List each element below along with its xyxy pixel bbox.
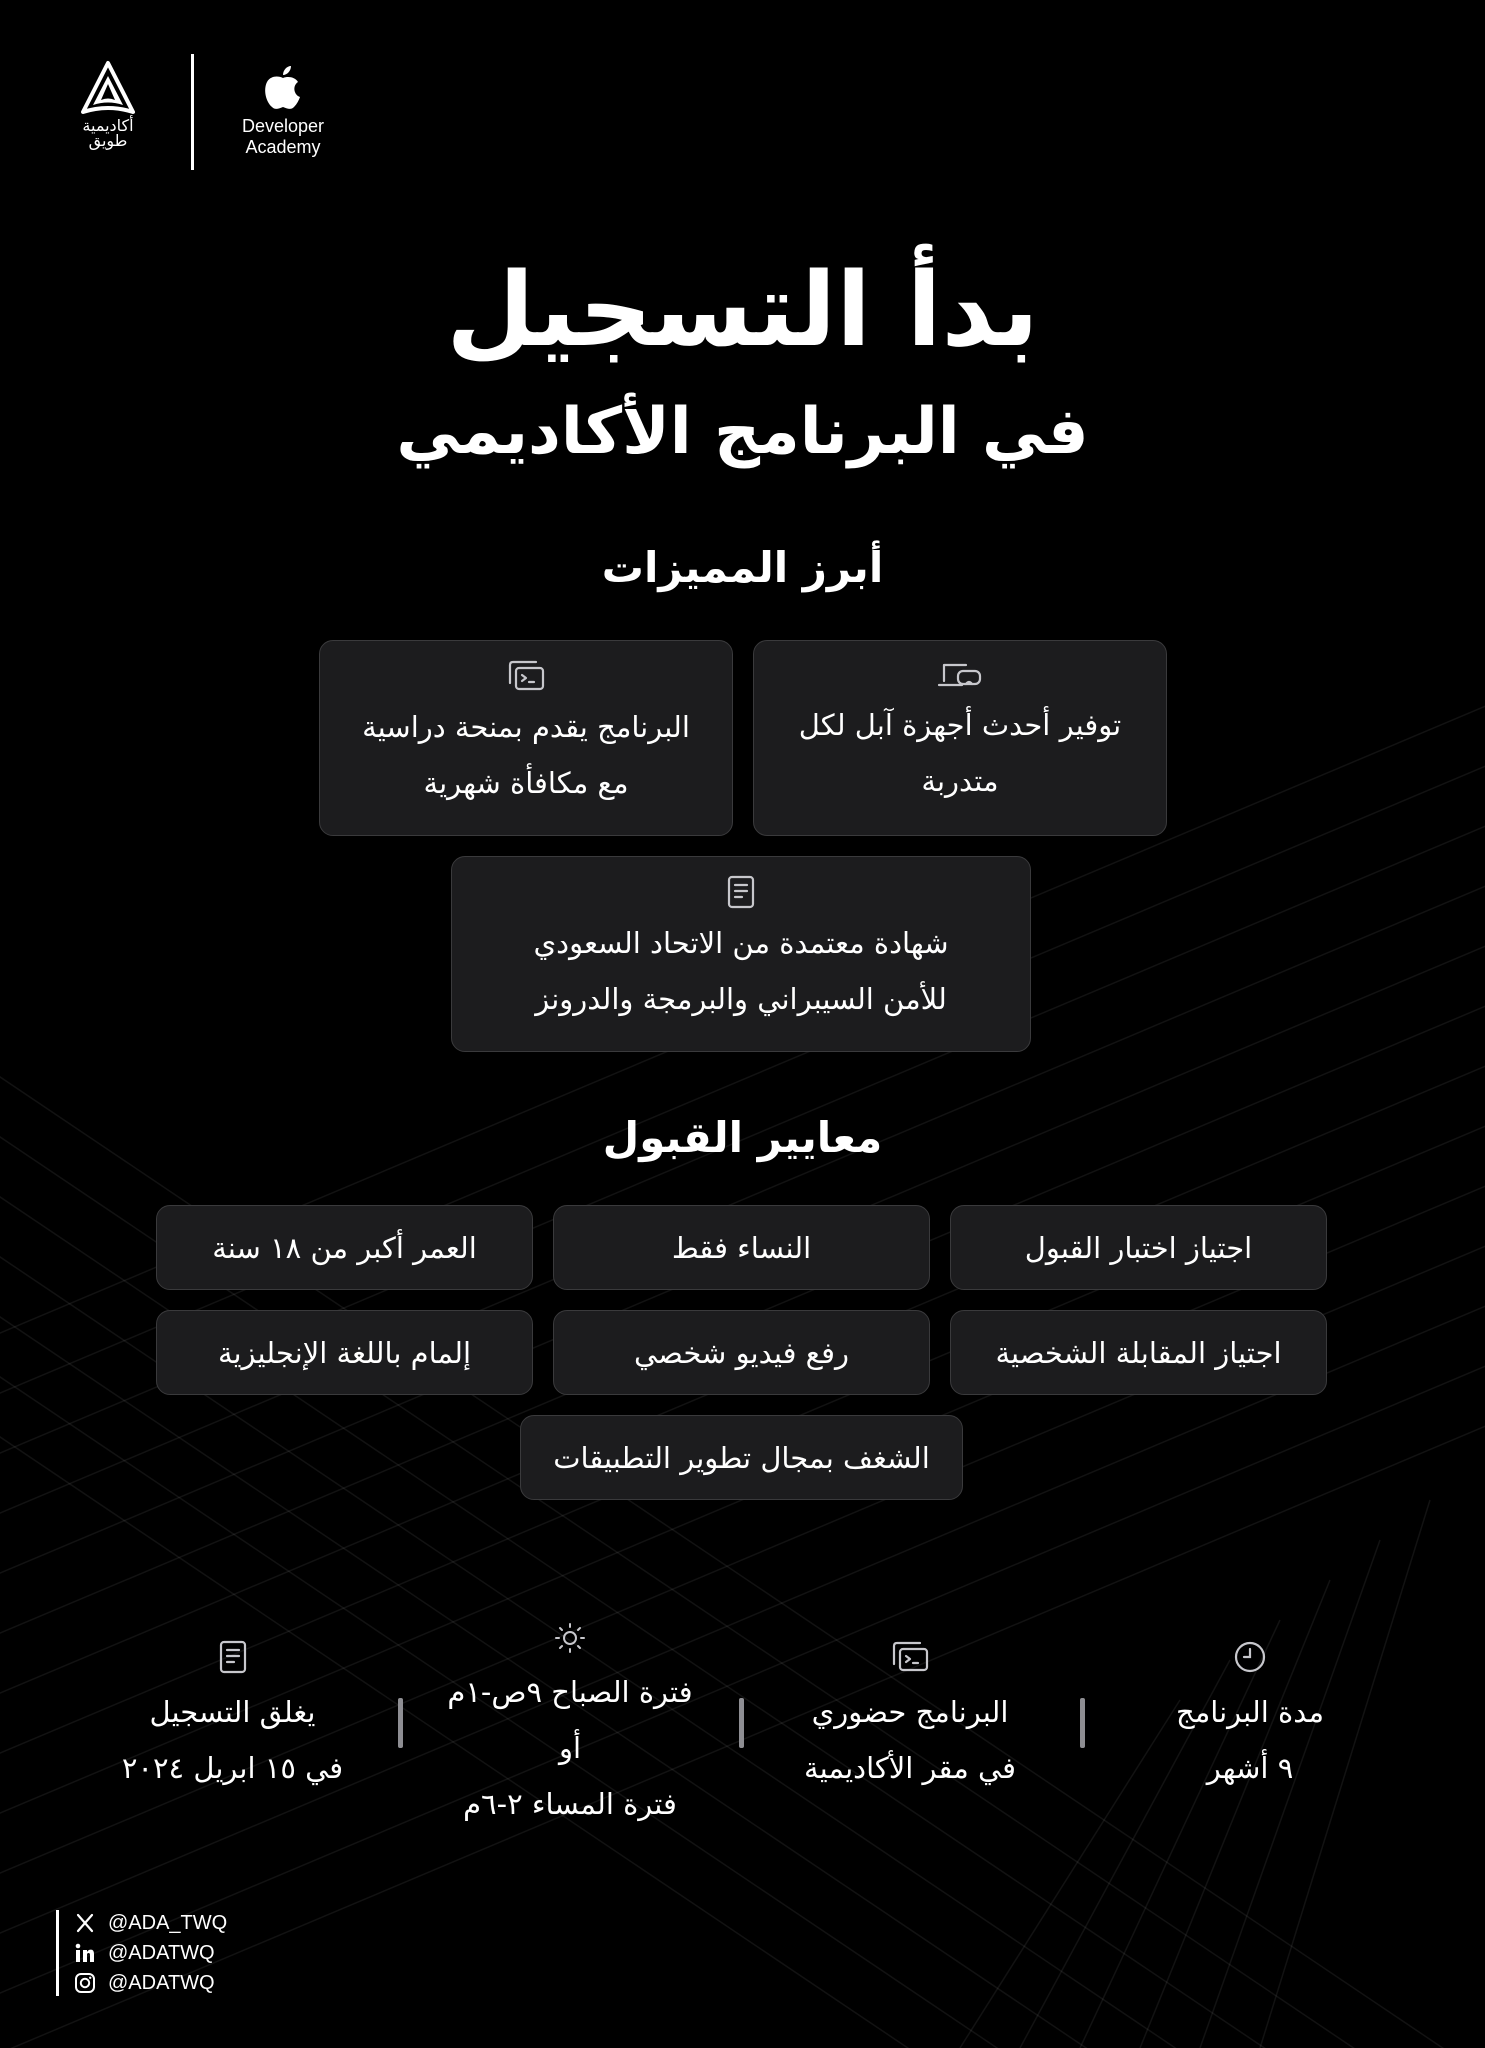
tuwaiq-emblem-icon: [79, 60, 137, 118]
criterion-card: [553, 1310, 930, 1395]
apple-logo-line2: Academy: [245, 137, 321, 157]
feature-card-certificate: [451, 856, 1031, 1052]
feature-card-scholarship: [319, 640, 733, 836]
criterion-text: اجتياز المقابلة الشخصية: [995, 1335, 1282, 1370]
terminal-window-icon: [890, 1640, 930, 1674]
criterion-card: [553, 1205, 930, 1290]
social-handle[interactable]: @ADATWQ: [108, 1971, 215, 1994]
feature-text-line: شهادة معتمدة من الاتحاد السعودي: [533, 926, 949, 960]
info-line: أو: [558, 1731, 582, 1765]
info-schedule: [420, 1622, 720, 1832]
criteria-heading: معايير القبول: [602, 1113, 883, 1162]
info-line: فترة الصباح ٩ص-١م: [447, 1675, 693, 1709]
criterion-text: إلمام باللغة الإنجليزية: [217, 1335, 472, 1370]
tuwaiq-academy-name: أكاديمية طويق: [82, 116, 134, 150]
criterion-card: [156, 1205, 533, 1290]
document-icon: [219, 1640, 247, 1674]
info-attendance: [770, 1640, 1050, 1796]
criterion-text: العمر أكبر من ١٨ سنة: [212, 1230, 477, 1265]
page-subtitle: في البرنامج الأكاديمي: [396, 395, 1089, 469]
features-heading: أبرز المميزات: [601, 543, 884, 592]
social-links: [56, 1910, 356, 1996]
info-duration: [1130, 1640, 1370, 1796]
criterion-text: الشغف بمجال تطوير التطبيقات: [553, 1440, 930, 1475]
info-line: فترة المساء ٢-٦م: [463, 1787, 677, 1821]
document-icon: [727, 875, 755, 909]
info-separator: [1080, 1698, 1085, 1748]
social-handle[interactable]: @ADATWQ: [108, 1941, 215, 1964]
info-line: مدة البرنامج: [1176, 1695, 1324, 1729]
criterion-text: اجتياز اختبار القبول: [1024, 1230, 1253, 1265]
feature-text-line: البرنامج يقدم بمنحة دراسية: [362, 710, 690, 744]
feature-text-line: مع مكافأة شهرية: [423, 766, 629, 800]
instagram-icon: [74, 1972, 96, 1994]
social-handle[interactable]: @ADA_TWQ: [108, 1911, 228, 1934]
apple-developer-academy-logo: [228, 64, 338, 158]
social-linkedin[interactable]: [74, 1940, 215, 1966]
info-line: البرنامج حضوري: [811, 1695, 1009, 1729]
clock-icon: [1233, 1640, 1267, 1674]
social-divider: [56, 1910, 59, 1996]
criterion-text: النساء فقط: [671, 1230, 812, 1265]
info-separator: [739, 1698, 744, 1748]
x-icon: [74, 1912, 96, 1934]
feature-text-line: متدربة: [921, 764, 999, 798]
criterion-card: [950, 1310, 1327, 1395]
criterion-card: [156, 1310, 533, 1395]
laptop-vr-icon: [936, 659, 984, 691]
info-line: في ١٥ ابريل ٢٠٢٤: [121, 1751, 344, 1785]
apple-icon: [263, 64, 303, 110]
page-title: بدأ التسجيل: [446, 251, 1039, 370]
terminal-window-icon: [506, 659, 546, 693]
info-line: في مقر الأكاديمية: [804, 1751, 1016, 1785]
tuwaiq-academy-logo: [66, 60, 150, 148]
social-instagram[interactable]: [74, 1970, 215, 1996]
info-line: ٩ أشهر: [1206, 1751, 1294, 1785]
feature-text-line: توفير أحدث أجهزة آبل لكل: [798, 708, 1122, 742]
feature-card-devices: [753, 640, 1167, 836]
sun-icon: [554, 1622, 586, 1654]
criterion-card: [950, 1205, 1327, 1290]
info-deadline: [110, 1640, 355, 1796]
apple-logo-line1: Developer: [241, 116, 325, 136]
social-x[interactable]: [74, 1910, 227, 1936]
criterion-card: [520, 1415, 963, 1500]
linkedin-icon: [74, 1942, 96, 1964]
criterion-text: رفع فيديو شخصي: [634, 1335, 849, 1370]
logo-divider: [191, 54, 194, 170]
info-separator: [398, 1698, 403, 1748]
header-logos: [60, 50, 360, 175]
info-line: يغلق التسجيل: [149, 1695, 316, 1729]
feature-text-line: للأمن السيبراني والبرمجة والدرونز: [535, 982, 947, 1016]
